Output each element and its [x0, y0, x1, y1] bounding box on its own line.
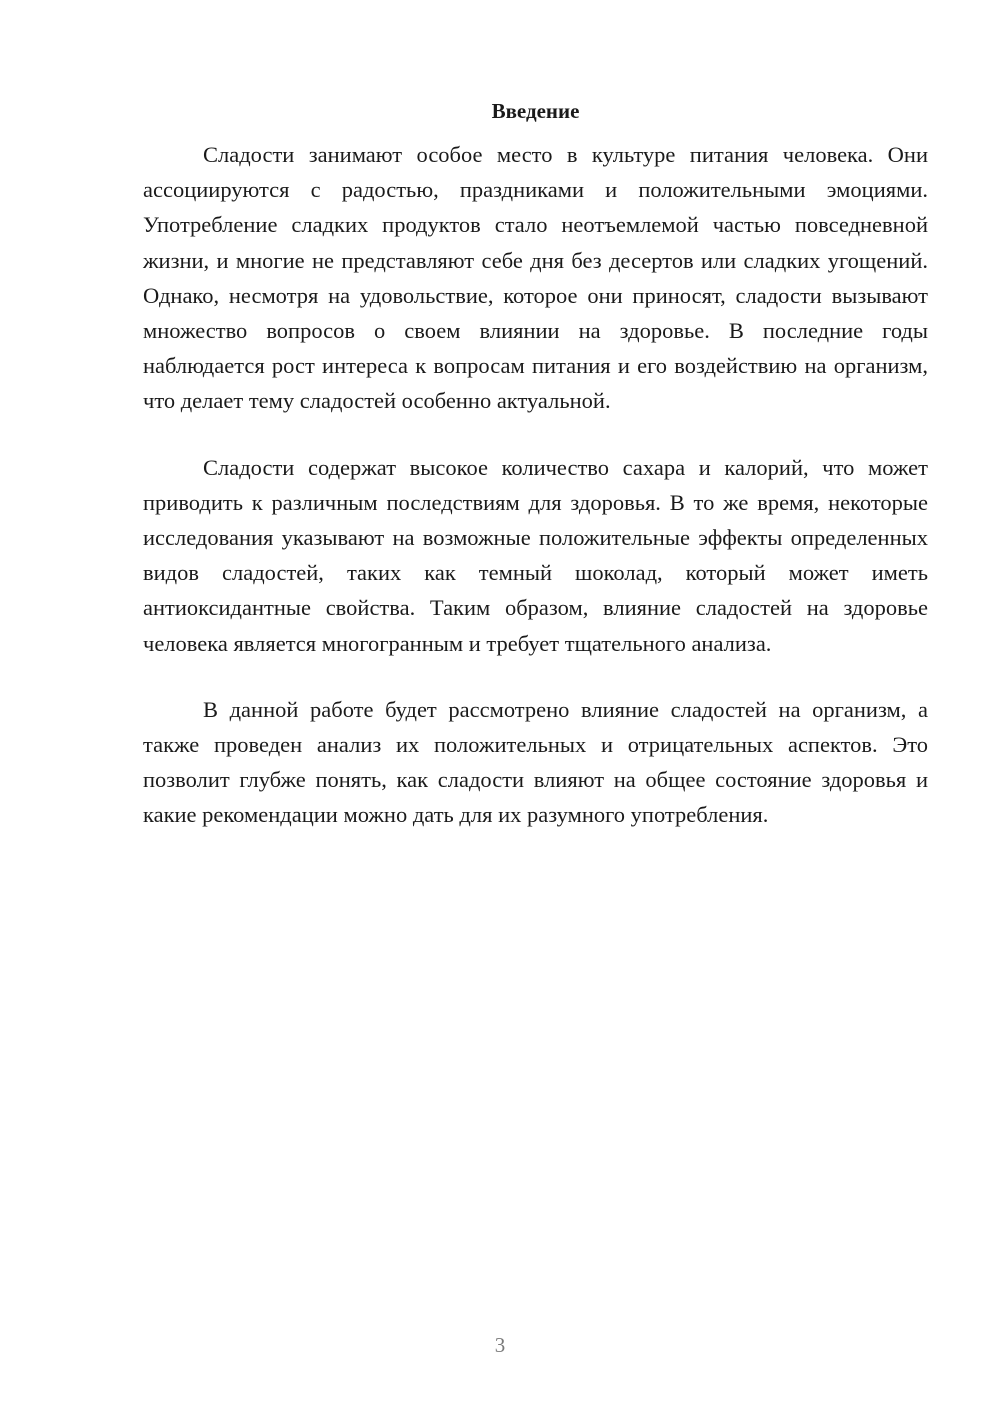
paragraph-1: Сладости занимают особое место в культуре питания человека. Они ассоциируются с радостью, праздниками и положительными эмоциями. Употребление сладких продуктов стало неотъемлемой частью повседневной жизни, и многие не представляют себе дня без десертов или сладких угощений. Однако, несмотря на удовольствие, которое они приносят, сладости вызывают множество вопросов о своем влиянии на здоровье. В последние годы наблюдается рост интереса к вопросам питания и его воздействию на организм, что делает тему сладостей особенно актуальной.: [143, 142, 928, 414]
paragraph-2: Сладости содержат высокое количество сахара и калорий, что может приводить к различным последствиям для здоровья. В то же время, некоторые исследования указывают на возможные положительные эффекты определенных видов сладостей, таких как темный шоколад, который может иметь антиоксидантные свойства. Таким образом, влияние сладостей на здоровье человека является многогранным и требует тщательного анализа.: [143, 454, 928, 656]
paragraph-3: В данной работе будет рассмотрено влияние сладостей на организм, а также проведен анализ их положительных и отрицательных аспектов. Это позволит глубже понять, как сладости влияют на общее состояние здоровья и какие рекомендации можно дать для их разумного употребления.: [143, 696, 928, 828]
page-number: 3: [494, 1333, 506, 1357]
section-heading: Введение: [491, 99, 580, 123]
page-body: [143, 95, 928, 864]
